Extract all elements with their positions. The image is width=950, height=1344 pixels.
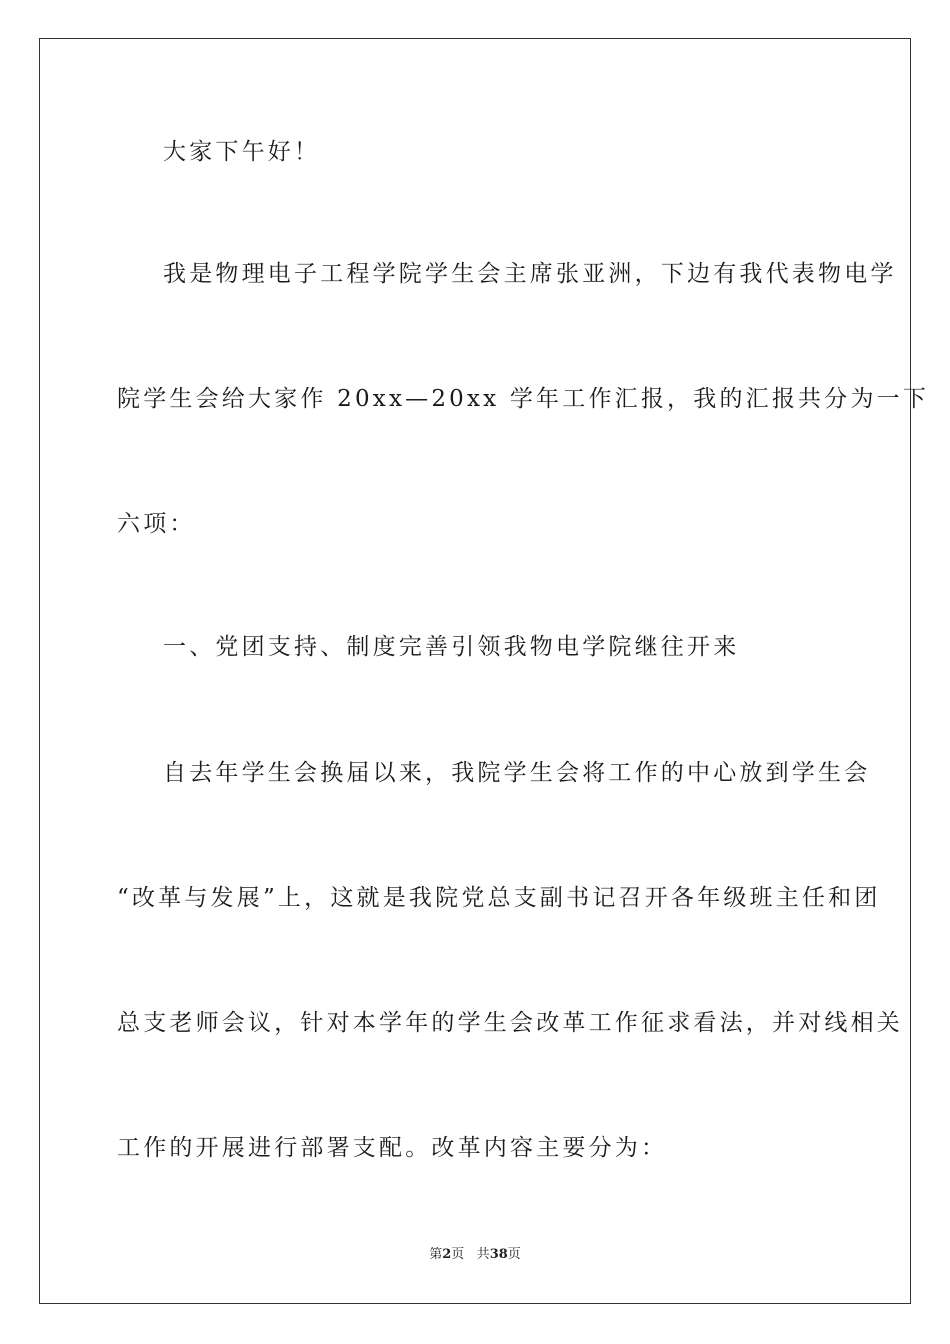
paragraph-line: 自去年学生会换届以来，我院学生会将工作的中心放到学生会: [163, 760, 871, 786]
page-frame: [39, 38, 911, 1304]
paragraph-line: 六项：: [117, 511, 196, 537]
page-footer: [0, 1246, 950, 1264]
paragraph-line: 工作的开展进行部署支配。改革内容主要分为：: [117, 1135, 668, 1161]
greeting-line: 大家下午好！: [163, 139, 321, 165]
paragraph-line: 院学生会给大家作 20xx—20xx 学年工作汇报，我的汇报共分为一下: [117, 386, 930, 412]
paragraph-line: 我是物理电子工程学院学生会主席张亚洲，下边有我代表物电学: [163, 261, 897, 287]
footer-total-suffix: 页: [507, 1247, 521, 1262]
paragraph-line: 总支老师会议，针对本学年的学生会改革工作征求看法，并对线相关: [117, 1010, 903, 1036]
footer-prefix: 第: [429, 1247, 443, 1262]
total-pages-number: 38: [489, 1247, 508, 1262]
section-heading: 一、党团支持、制度完善引领我物电学院继往开来: [163, 634, 740, 660]
paragraph-line: “改革与发展”上，这就是我院党总支副书记召开各年级班主任和团: [117, 885, 881, 911]
footer-page-suffix: 页: [451, 1247, 465, 1262]
current-page-number: 2: [442, 1247, 452, 1262]
footer-total-prefix: 共: [476, 1247, 490, 1262]
